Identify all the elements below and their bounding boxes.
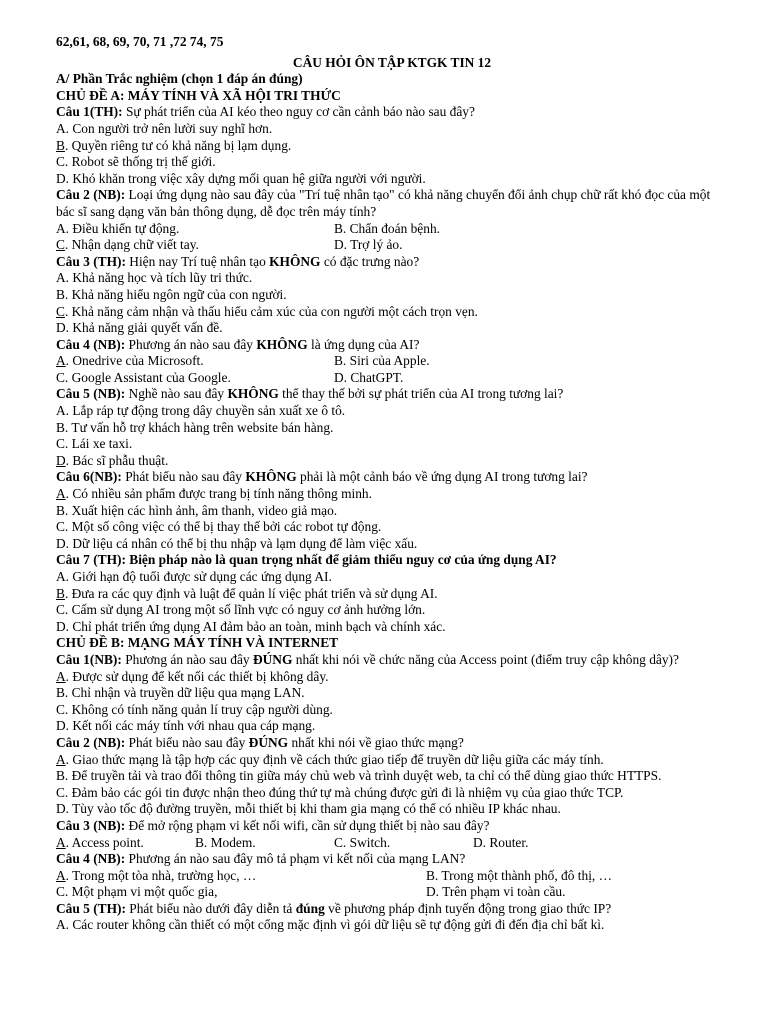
answer-row (56, 221, 728, 238)
question-keyword: KHÔNG (256, 336, 308, 352)
question-text: Sự phát triển của AI kéo theo nguy cơ cần cảnh báo nào sau đây? (122, 104, 475, 120)
answer-text: . Access point. (65, 834, 144, 850)
answer-row (56, 868, 728, 885)
question-keyword: đúng (295, 900, 325, 916)
question-text: Nghề nào sau đây (125, 386, 228, 402)
answer-letter: B (56, 137, 65, 153)
answer-option: D. ChatGPT. (334, 369, 404, 385)
question-text: nhất khi nói về giao thức mạng? (288, 734, 464, 750)
answer-letter: A (56, 668, 66, 684)
question-number: Câu 5 (TH): (56, 900, 126, 916)
answer-option: C. Cấm sử dụng AI trong một số lĩnh vực có nguy cơ ảnh hưởng lớn. (56, 602, 426, 618)
answer-letter: A (56, 486, 66, 502)
question-number: Câu 2 (NB): (56, 734, 126, 750)
answer-option: C. Robot sẽ thống trị thế giới. (56, 154, 216, 170)
answer-option: A. Các router không cần thiết có một cổng mặc định vì gói dữ liệu sẽ tự động gửi đi đến địa chỉ bất kì. (56, 917, 605, 933)
answer-text: . Bác sĩ phẫu thuật. (65, 452, 169, 468)
question-a3 (56, 254, 728, 271)
answer-option: D. Router. (473, 834, 529, 850)
document-title: CÂU HỎI ÔN TẬP KTGK TIN 12 (292, 54, 492, 70)
answer-option: B. Modem. (195, 834, 256, 850)
answer-option: A. Lắp ráp tự động trong dây chuyền sản xuất xe ô tô. (56, 403, 346, 419)
answer-row (56, 370, 728, 387)
question-number: Câu 4 (NB): (56, 851, 126, 867)
question-a7 (56, 552, 728, 569)
answer-option: C. Google Assistant của Google. (56, 369, 231, 385)
answer-letter: D (56, 452, 66, 468)
answer-option-correct (56, 868, 426, 885)
answer-option: D. Chỉ phát triển ứng dụng AI đảm bảo an toàn, minh bạch và chính xác. (56, 618, 446, 634)
answer-option: B. Tư vấn hỗ trợ khách hàng trên website bán hàng. (56, 419, 334, 435)
answer-letter: A (56, 353, 66, 369)
answer-option: D. Khó khăn trong việc xây dựng mối quan hệ giữa người với người. (56, 170, 426, 186)
question-b3 (56, 818, 728, 835)
question-number: Câu 3 (TH): (56, 253, 126, 269)
answer-option-correct (56, 752, 728, 769)
answer-row (56, 353, 728, 370)
question-text: nhất khi nói về chức năng của Access point (điểm truy cập không dây)? (292, 651, 679, 667)
question-text: Biện pháp nào là quan trọng nhất để giảm thiểu nguy cơ của ứng dụng AI? (125, 552, 557, 568)
answer-option: A. Điều khiển tự động. (56, 220, 180, 236)
answer-option: B. Chỉ nhận và truyền dữ liệu qua mạng LAN. (56, 685, 305, 701)
question-numbers: 62,61, 68, 69, 70, 71 ,72 74, 75 (56, 34, 224, 49)
answer-text: . Được sử dụng để kết nối các thiết bị không dây. (65, 668, 329, 684)
answer-option: C. Đảm bảo các gói tin được nhận theo đúng thứ tự mà chúng được gửi đi là nhiệm vụ của giao thức TCP. (56, 784, 624, 800)
answer-text: . Nhận dạng chữ viết tay. (64, 237, 199, 253)
question-keyword: KHÔNG (269, 253, 321, 269)
section-heading: A/ Phần Trắc nghiệm (chọn 1 đáp án đúng) (56, 71, 303, 87)
question-text: Phương án nào sau đây (125, 336, 257, 352)
answer-option: C. Một phạm vi một quốc gia, (56, 884, 218, 900)
question-a2 (56, 187, 728, 220)
answer-option: B. Chẩn đoán bệnh. (334, 220, 440, 236)
answer-text: . Giao thức mạng là tập hợp các quy định về cách thức giao tiếp để truyền dữ liệu giữa các máy tính. (65, 751, 604, 767)
answer-letter: A (56, 834, 66, 850)
question-text: thể thay thế bởi sự phát triển của AI trong tương lai? (278, 386, 564, 402)
answer-letter: A (56, 751, 66, 767)
answer-letter: A (56, 867, 66, 883)
answer-text: . Có nhiều sản phẩm được trang bị tính năng thông minh. (65, 486, 372, 502)
question-number: Câu 2 (NB): (56, 187, 126, 203)
question-keyword: ĐÚNG (248, 734, 289, 750)
question-b1 (56, 652, 728, 669)
question-text: Phát biểu nào sau đây (125, 734, 249, 750)
question-a6 (56, 469, 728, 486)
answer-option: B. Siri của Apple. (334, 353, 430, 369)
question-text: Phát biểu nào sau đây (121, 469, 246, 485)
answer-option: B. Xuất hiện các hình ảnh, âm thanh, video giả mạo. (56, 502, 338, 518)
answer-option: B. Khả năng hiểu ngôn ngữ của con người. (56, 286, 287, 302)
question-text: Hiện nay Trí tuệ nhân tạo (125, 253, 270, 269)
answer-option: C. Một số công việc có thể bị thay thế bởi các robot tự động. (56, 519, 382, 535)
answer-text: . Onedrive của Microsoft. (65, 353, 204, 369)
question-b2 (56, 735, 728, 752)
question-a4 (56, 337, 728, 354)
question-keyword: KHÔNG (227, 386, 279, 402)
question-number: Câu 4 (NB): (56, 336, 126, 352)
topic-a-title: CHỦ ĐỀ A: MÁY TÍNH VÀ XÃ HỘI TRI THỨC (56, 87, 341, 103)
answer-text: . Quyền riêng tư có khả năng bị lạm dụng. (64, 137, 292, 153)
answer-option: D. Kết nối các máy tính với nhau qua cáp mạng. (56, 718, 316, 734)
answer-letter: C (56, 237, 65, 253)
question-keyword: ĐÚNG (252, 651, 293, 667)
answer-option-correct (56, 453, 728, 470)
answer-option-correct (56, 586, 728, 603)
question-text: về phương pháp định tuyến động trong giao thức IP? (324, 900, 612, 916)
answer-option: D. Dữ liệu cá nhân có thể bị thu nhập và lạm dụng để làm việc xấu. (56, 535, 418, 551)
question-number: Câu 5 (NB): (56, 386, 126, 402)
answer-option: D. Tùy vào tốc độ đường truyền, mỗi thiết bị khi tham gia mạng có thể có nhiều IP khác nhau. (56, 801, 561, 817)
answer-option-correct (56, 237, 334, 254)
answer-option: C. Không có tính năng quản lí truy cập người dùng. (56, 701, 333, 717)
answer-option-correct (56, 835, 195, 852)
answer-option-correct (56, 304, 728, 321)
answer-text: . Đưa ra các quy định và luật để quản lí việc phát triển và sử dụng AI. (64, 585, 438, 601)
question-a1 (56, 104, 728, 121)
question-text: là ứng dụng của AI? (307, 336, 420, 352)
answer-text: . Khả năng cảm nhận và thấu hiểu cảm xúc của con người một cách trọn vẹn. (64, 303, 478, 319)
question-text: Phát biểu nào dưới đây diễn tả (125, 900, 296, 916)
answer-text: . Trong một tòa nhà, trường học, … (65, 867, 257, 883)
question-number: Câu 1(TH): (56, 104, 123, 120)
question-number: Câu 6(NB): (56, 469, 122, 485)
question-number: Câu 1(NB): (56, 651, 122, 667)
answer-row (56, 884, 728, 901)
answer-option: B. Trong một thành phố, đô thị, … (426, 867, 613, 883)
answer-row (56, 237, 728, 254)
question-text: phải là một cảnh báo về ứng dụng AI trong tương lai? (296, 469, 588, 485)
question-text: Để mở rộng phạm vi kết nối wifi, cần sử dụng thiết bị nào sau đây? (125, 817, 490, 833)
question-text: Phương án nào sau đây (121, 651, 253, 667)
answer-option: C. Lái xe taxi. (56, 436, 133, 452)
answer-option-correct (56, 669, 728, 686)
answer-option-correct (56, 486, 728, 503)
question-a5 (56, 386, 728, 403)
answer-option: D. Trợ lý ảo. (334, 237, 403, 253)
question-number: Câu 3 (NB): (56, 817, 126, 833)
topic-b-title: CHỦ ĐỀ B: MẠNG MÁY TÍNH VÀ INTERNET (56, 635, 339, 651)
answer-option: B. Để truyền tải và trao đổi thông tin giữa máy chủ web và trình duyệt web, ta chỉ có thể dùng giao thức HTTPS. (56, 768, 662, 784)
question-b4 (56, 851, 728, 868)
question-keyword: KHÔNG (245, 469, 297, 485)
answer-letter: B (56, 585, 65, 601)
answer-option-correct (56, 353, 334, 370)
answer-option: A. Con người trở nên lười suy nghĩ hơn. (56, 120, 273, 136)
answer-letter: C (56, 303, 65, 319)
answer-option: D. Khả năng giải quyết vấn đề. (56, 320, 223, 336)
question-number: Câu 7 (TH): (56, 552, 126, 568)
answer-row (56, 835, 728, 852)
question-text: Loại ứng dụng nào sau đây của "Trí tuệ nhân tạo" có khả năng chuyển đổi ảnh chụp chữ rất khó đọc của một bác sĩ sang dạng văn bản thông dụng, dễ đọc trên máy tính? (56, 187, 711, 219)
question-b5 (56, 901, 728, 918)
question-text: có đặc trưng nào? (320, 253, 420, 269)
answer-option: C. Switch. (334, 834, 391, 850)
answer-option: D. Trên phạm vi toàn cầu. (426, 884, 566, 900)
answer-option-correct (56, 138, 728, 155)
answer-option: A. Giới hạn độ tuổi được sử dụng các ứng dụng AI. (56, 569, 332, 584)
question-text: Phương án nào sau đây mô tả phạm vi kết nối của mạng LAN? (125, 851, 466, 867)
answer-option: A. Khả năng học và tích lũy tri thức. (56, 270, 253, 286)
